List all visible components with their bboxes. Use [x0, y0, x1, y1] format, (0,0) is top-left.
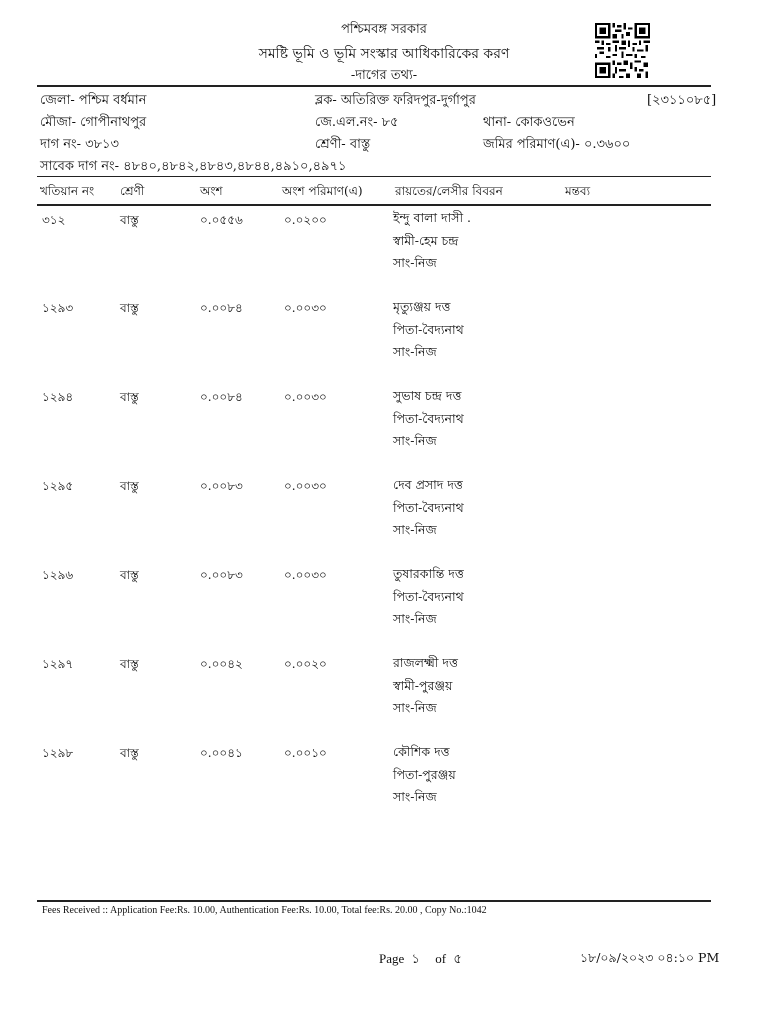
owner-name: রাজলক্ষ্মী দত্ত — [393, 655, 458, 670]
cell-owner — [393, 296, 464, 364]
cell-owner — [393, 385, 464, 453]
cell-share: ০.০০৪১ — [200, 746, 243, 760]
cell-owner — [393, 741, 456, 809]
table-header-rule — [37, 204, 711, 206]
owner-name: সুভাষ চন্দ্র দত্ত — [393, 388, 462, 403]
col-header-remarks: মন্তব্য — [565, 184, 591, 198]
owner-relation: পিতা-বৈদ্যনাথ — [393, 499, 464, 515]
col-header-share: অংশ — [200, 184, 223, 198]
header-rule — [37, 85, 711, 87]
cell-owner — [393, 474, 464, 542]
cell-owner — [393, 207, 471, 275]
meta-class: শ্রেণী- বাস্তু — [315, 137, 371, 152]
owner-relation: পিতা-বৈদ্যনাথ — [393, 588, 464, 604]
col-header-owner: রায়তের/লেসীর বিবরন — [395, 184, 503, 198]
meta-code: [২৩১১০৮৫] — [647, 93, 717, 108]
cell-khatian: ১২৯৬ — [42, 568, 74, 582]
owner-relation: পিতা-বৈদ্যনাথ — [393, 321, 464, 337]
col-header-class: শ্রেণী — [120, 184, 145, 198]
owner-address: সাং-নিজ — [393, 344, 437, 359]
cell-class: বাস্তু — [120, 657, 139, 671]
page-indicator — [379, 950, 462, 971]
cell-class: বাস্তু — [120, 568, 139, 582]
fees-received: Fees Received :: Application Fee:Rs. 10.00, Authentication Fee:Rs. 10.00, Total fee:Rs. 20.00 , Copy No.:1042 — [42, 905, 487, 916]
footer-rule — [37, 900, 711, 902]
cell-khatian: ১২৯৮ — [42, 746, 74, 760]
owner-address: সাং-নিজ — [393, 433, 437, 448]
cell-share: ০.০৫৫৬ — [200, 213, 243, 227]
cell-share: ০.০০৮৪ — [200, 301, 243, 315]
cell-class: বাস্তু — [120, 213, 139, 227]
page-label: Page — [379, 951, 405, 966]
cell-khatian: ৩১২ — [42, 213, 66, 227]
meta-block: ব্লক- অতিরিক্ত ফরিদপুর-দুর্গাপুর — [315, 93, 476, 108]
owner-address: সাং-নিজ — [393, 611, 437, 626]
cell-owner — [393, 652, 458, 720]
cell-share: ০.০০৮৩ — [200, 479, 243, 493]
page-of: of — [435, 951, 447, 966]
page-current: ১ — [411, 951, 420, 966]
owner-name: দেব প্রসাদ দত্ত — [393, 477, 463, 492]
meta-mouza: মৌজা- গোপীনাথপুর — [40, 115, 147, 130]
meta-thana: থানা- কোকওভেন — [483, 115, 575, 130]
cell-share-area: ০.০০৩০ — [284, 568, 327, 582]
owner-name: কৌশিক দত্ত — [393, 744, 450, 759]
owner-address: সাং-নিজ — [393, 789, 437, 804]
meta-land-area: জমির পরিমাণ(এ)- ০.৩৬০০ — [483, 137, 631, 152]
meta-jl-no: জে.এল.নং- ৮৫ — [315, 115, 399, 130]
cell-share-area: ০.০০৩০ — [284, 390, 327, 404]
owner-address: সাং-নিজ — [393, 255, 437, 270]
cell-class: বাস্তু — [120, 390, 139, 404]
owner-address: সাং-নিজ — [393, 700, 437, 715]
qr-code-icon — [595, 23, 650, 78]
cell-share-area: ০.০০৩০ — [284, 301, 327, 315]
cell-share-area: ০.০০২০ — [284, 657, 327, 671]
owner-relation: পিতা-পুরঞ্জয় — [393, 766, 456, 782]
col-header-share-area: অংশ পরিমাণ(এ) — [282, 184, 363, 198]
cell-share: ০.০০৮৩ — [200, 568, 243, 582]
cell-khatian: ১২৯৫ — [42, 479, 74, 493]
cell-khatian: ১২৯৭ — [42, 657, 74, 671]
meta-dag-no: দাগ নং- ৩৮১৩ — [40, 137, 119, 152]
table-top-rule — [37, 176, 711, 177]
header-office: সমষ্টি ভূমি ও ভূমি সংস্কার আধিকারিকের করণ — [258, 46, 510, 62]
col-header-khatian: খতিয়ান নং — [40, 184, 95, 198]
owner-address: সাং-নিজ — [393, 522, 437, 537]
cell-class: বাস্তু — [120, 746, 139, 760]
cell-share-area: ০.০০৩০ — [284, 479, 327, 493]
page-total: ৫ — [453, 951, 462, 966]
cell-class: বাস্তু — [120, 301, 139, 315]
cell-share: ০.০০৪২ — [200, 657, 243, 671]
cell-khatian: ১২৯৪ — [42, 390, 74, 404]
meta-district: জেলা- পশ্চিম বর্ধমান — [40, 93, 147, 108]
meta-old-dag: সাবেক দাগ নং- ৪৮৪০,৪৮৪২,৪৮৪৩,৪৮৪৪,৪৯১০,৪৯৭১ — [40, 159, 347, 174]
cell-class: বাস্তু — [120, 479, 139, 493]
header-government: পশ্চিমবঙ্গ সরকার — [341, 22, 427, 37]
owner-relation: স্বামী-হেম চন্দ্র — [393, 232, 459, 248]
cell-share-area: ০.০২০০ — [284, 213, 327, 227]
owner-name: মৃত্যুঞ্জয় দত্ত — [393, 299, 451, 314]
owner-relation: স্বামী-পুরঞ্জয় — [393, 677, 453, 693]
header-doc-title: -দাগের তথ্য- — [350, 68, 418, 83]
owner-name: তুষারকান্তি দত্ত — [393, 566, 464, 581]
owner-relation: পিতা-বৈদ্যনাথ — [393, 410, 464, 426]
cell-owner — [393, 563, 464, 631]
cell-share: ০.০০৮৪ — [200, 390, 243, 404]
cell-khatian: ১২৯৩ — [42, 301, 74, 315]
cell-share-area: ০.০০১০ — [284, 746, 327, 760]
owner-name: ইন্দু বালা দাসী . — [393, 210, 471, 225]
print-timestamp: ১৮/০৯/২০২৩ ০৪:১০ PM — [580, 950, 720, 965]
